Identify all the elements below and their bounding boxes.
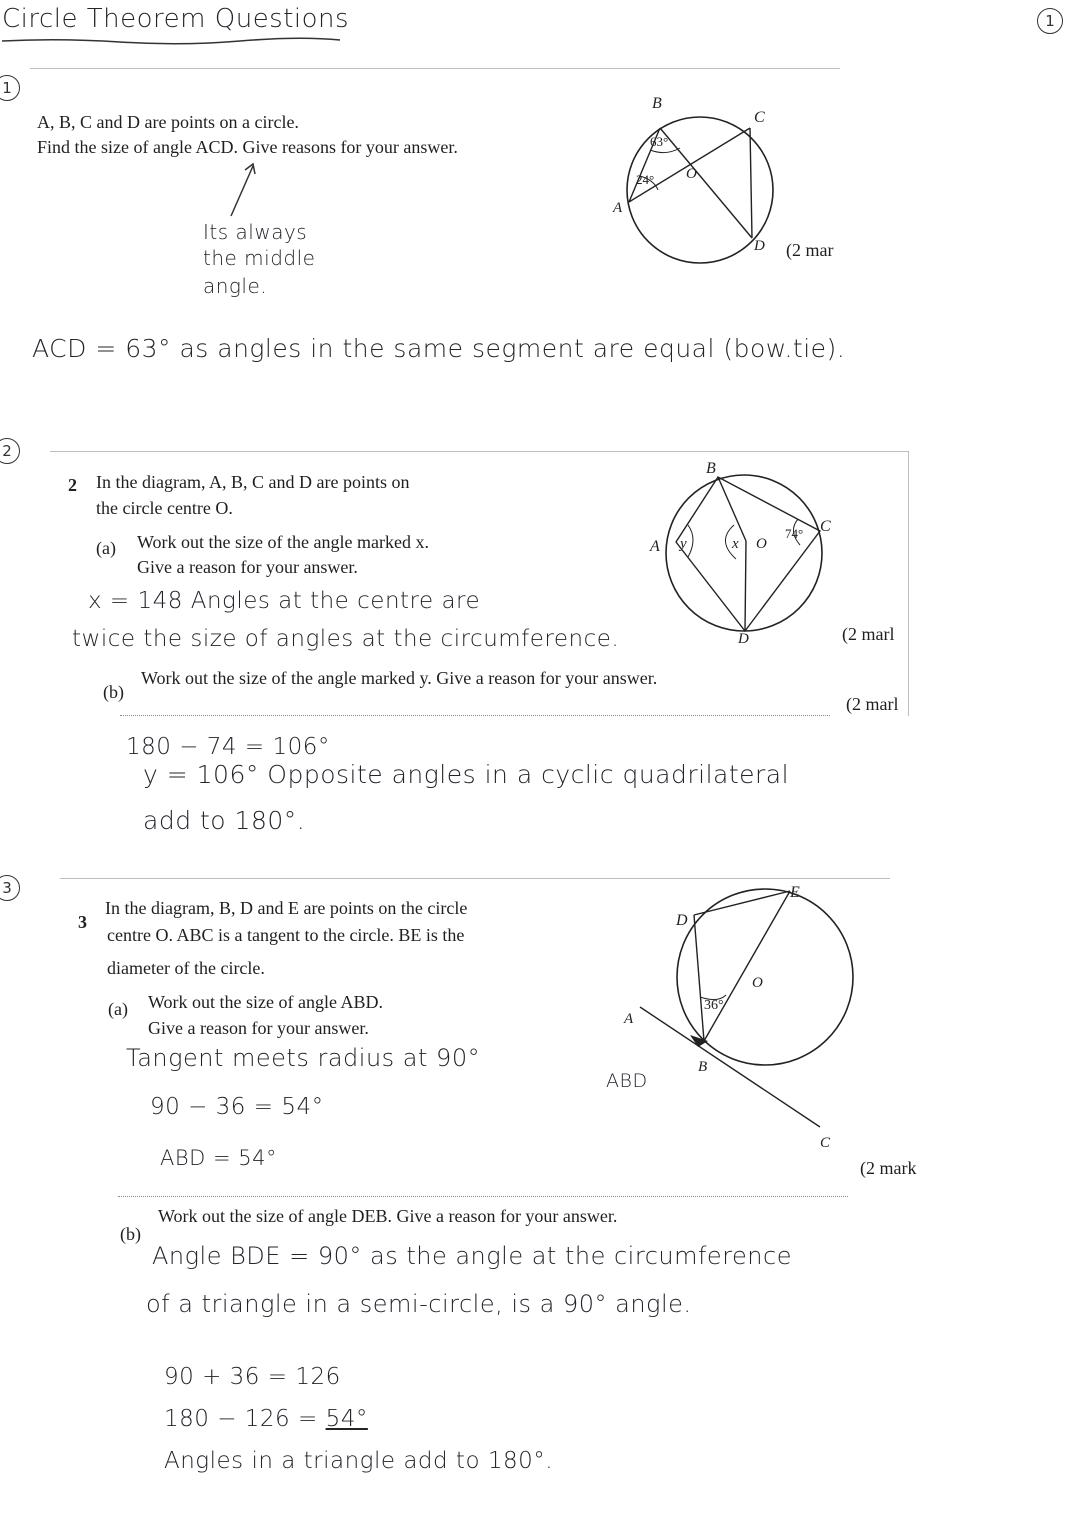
- q1-chord-bd: [660, 128, 752, 238]
- q1-text-line1: A, B, C and D are points on a circle.: [37, 112, 299, 132]
- q3a-line1: Work out the size of angle ABD.: [148, 992, 384, 1012]
- q1-answer: ACD = 63° as angles in the same segment are equal (bow.tie).: [32, 334, 846, 363]
- q3-intro-line3: diameter of the circle.: [107, 958, 265, 978]
- q1-arrow: [225, 160, 265, 220]
- q3-marker: 3: [0, 875, 20, 901]
- q1-note-line1: Its always: [203, 220, 308, 244]
- q3b-text: Work out the size of angle DEB. Give a reason for your answer.: [158, 1206, 618, 1226]
- q2a-answer-line1: x = 148 Angles at the centre are: [88, 588, 481, 614]
- q3a-answer-line: [118, 1196, 848, 1197]
- q3-label-o: O: [752, 975, 763, 991]
- q2a-line2: Give a reason for your answer.: [137, 557, 358, 577]
- q2-label-c: C: [820, 518, 831, 535]
- q2-intro-line1: In the diagram, A, B, C and D are points on: [96, 472, 410, 492]
- q3-chord-de: [694, 891, 790, 915]
- q3-intro-line1: In the diagram, B, D and E are points on the circle: [105, 898, 468, 918]
- q3b-answer-line4-value: 54°: [325, 1406, 368, 1432]
- page-number-badge: 1: [1037, 8, 1063, 34]
- q1-marks: (2 mar: [786, 240, 834, 260]
- q3-label-a: A: [624, 1011, 634, 1027]
- q2b-answer-line3: add to 180°.: [143, 806, 306, 835]
- q1-note-line2: the middle: [203, 246, 316, 270]
- q3a-answer-line1: Tangent meets radius at 90°: [126, 1044, 481, 1072]
- q2-label-b: B: [706, 460, 716, 477]
- q2-intro-line2: the circle centre O.: [96, 498, 233, 518]
- q3a-answer-line2: 90 − 36 = 54°: [150, 1094, 324, 1120]
- q2b-answer-line: [120, 715, 830, 716]
- q2b-label: (b): [103, 682, 124, 702]
- q2-label-o: O: [756, 536, 767, 552]
- q3-label-c: C: [820, 1135, 831, 1151]
- q1-circle-diagram: [600, 90, 800, 270]
- q3-intro-line2: centre O. ABC is a tangent to the circle. BE is the: [107, 925, 465, 945]
- q1-text-line2: Find the size of angle ACD. Give reasons for your answer.: [37, 137, 458, 157]
- q2b-answer-line2: y = 106° Opposite angles in a cyclic quadrilateral: [143, 760, 790, 789]
- q3-number: 3: [78, 912, 87, 932]
- q2-radius-od: [745, 541, 746, 631]
- q2-angle-74: 74°: [785, 526, 804, 541]
- q2-label-y: y: [680, 536, 687, 552]
- q2-radius-ob: [718, 477, 746, 541]
- q3b-answer-line4-prefix: 180 − 126 =: [164, 1406, 326, 1432]
- q1-note-line3: angle.: [203, 274, 268, 298]
- q3b-answer-line1: Angle BDE = 90° as the angle at the circumference: [152, 1242, 792, 1270]
- q3a-line2: Give a reason for your answer.: [148, 1018, 369, 1038]
- q3a-side-note: ABD: [606, 1070, 648, 1092]
- q3-diameter-be: [704, 891, 790, 1041]
- q3b-answer-line2: of a triangle in a semi-circle, is a 90° angle.: [146, 1290, 692, 1318]
- q2-top-rule: [50, 451, 908, 452]
- q2-label-x: x: [732, 536, 739, 552]
- q3b-answer-line3: 90 + 36 = 126: [164, 1364, 341, 1390]
- q1-angle-63: 63°: [650, 134, 669, 149]
- q2-marker: 2: [0, 438, 20, 464]
- q1-label-d: D: [754, 238, 765, 254]
- title-underline: [0, 36, 345, 46]
- q1-label-c: C: [754, 109, 765, 126]
- q1-label-a: A: [613, 200, 623, 216]
- q2a-answer-line2: twice the size of angles at the circumference.: [72, 626, 620, 652]
- q1-label-o: O: [686, 166, 697, 182]
- q3-label-d: D: [676, 912, 688, 929]
- q2-arc-y: [688, 525, 693, 557]
- q3b-label: (b): [120, 1224, 141, 1244]
- q1-angle-24: 24°: [636, 172, 655, 187]
- q1-marker: 1: [0, 75, 20, 101]
- q3-circle-diagram: [610, 875, 870, 1155]
- q3-label-b: B: [698, 1059, 708, 1075]
- q3-ink-mark: [690, 1035, 708, 1047]
- q2-label-a: A: [650, 538, 660, 555]
- q2-circle: [666, 475, 822, 631]
- q1-top-rule: [30, 68, 840, 69]
- q3-angle-36: 36°: [704, 998, 724, 1013]
- q2-circle-diagram: [640, 455, 840, 655]
- q3b-answer-line5: Angles in a triangle add to 180°.: [164, 1448, 554, 1474]
- q2-right-rule: [908, 451, 909, 716]
- q3b-answer-line4: [164, 1406, 368, 1432]
- q2b-marks: (2 marl: [846, 694, 899, 714]
- q2-number: 2: [68, 475, 77, 495]
- q3a-marks: (2 mark: [860, 1158, 917, 1178]
- q3-label-e: E: [790, 884, 800, 901]
- q1-label-b: B: [652, 95, 662, 112]
- q3-tangent-abc: [640, 1007, 820, 1127]
- q3-chord-db: [694, 915, 704, 1041]
- q3a-answer-line3: ABD = 54°: [160, 1146, 277, 1170]
- q2b-answer-line1: 180 − 74 = 106°: [126, 734, 330, 760]
- q3a-label: (a): [108, 999, 128, 1019]
- q1-chord-cd: [750, 128, 752, 238]
- q2a-label: (a): [96, 538, 116, 558]
- q2a-marks: (2 marl: [842, 624, 895, 644]
- q2b-text: Work out the size of the angle marked y. Give a reason for your answer.: [141, 668, 658, 688]
- page-title: Circle Theorem Questions: [2, 4, 350, 34]
- q2a-line1: Work out the size of the angle marked x.: [137, 532, 429, 552]
- q2-label-d: D: [738, 631, 749, 647]
